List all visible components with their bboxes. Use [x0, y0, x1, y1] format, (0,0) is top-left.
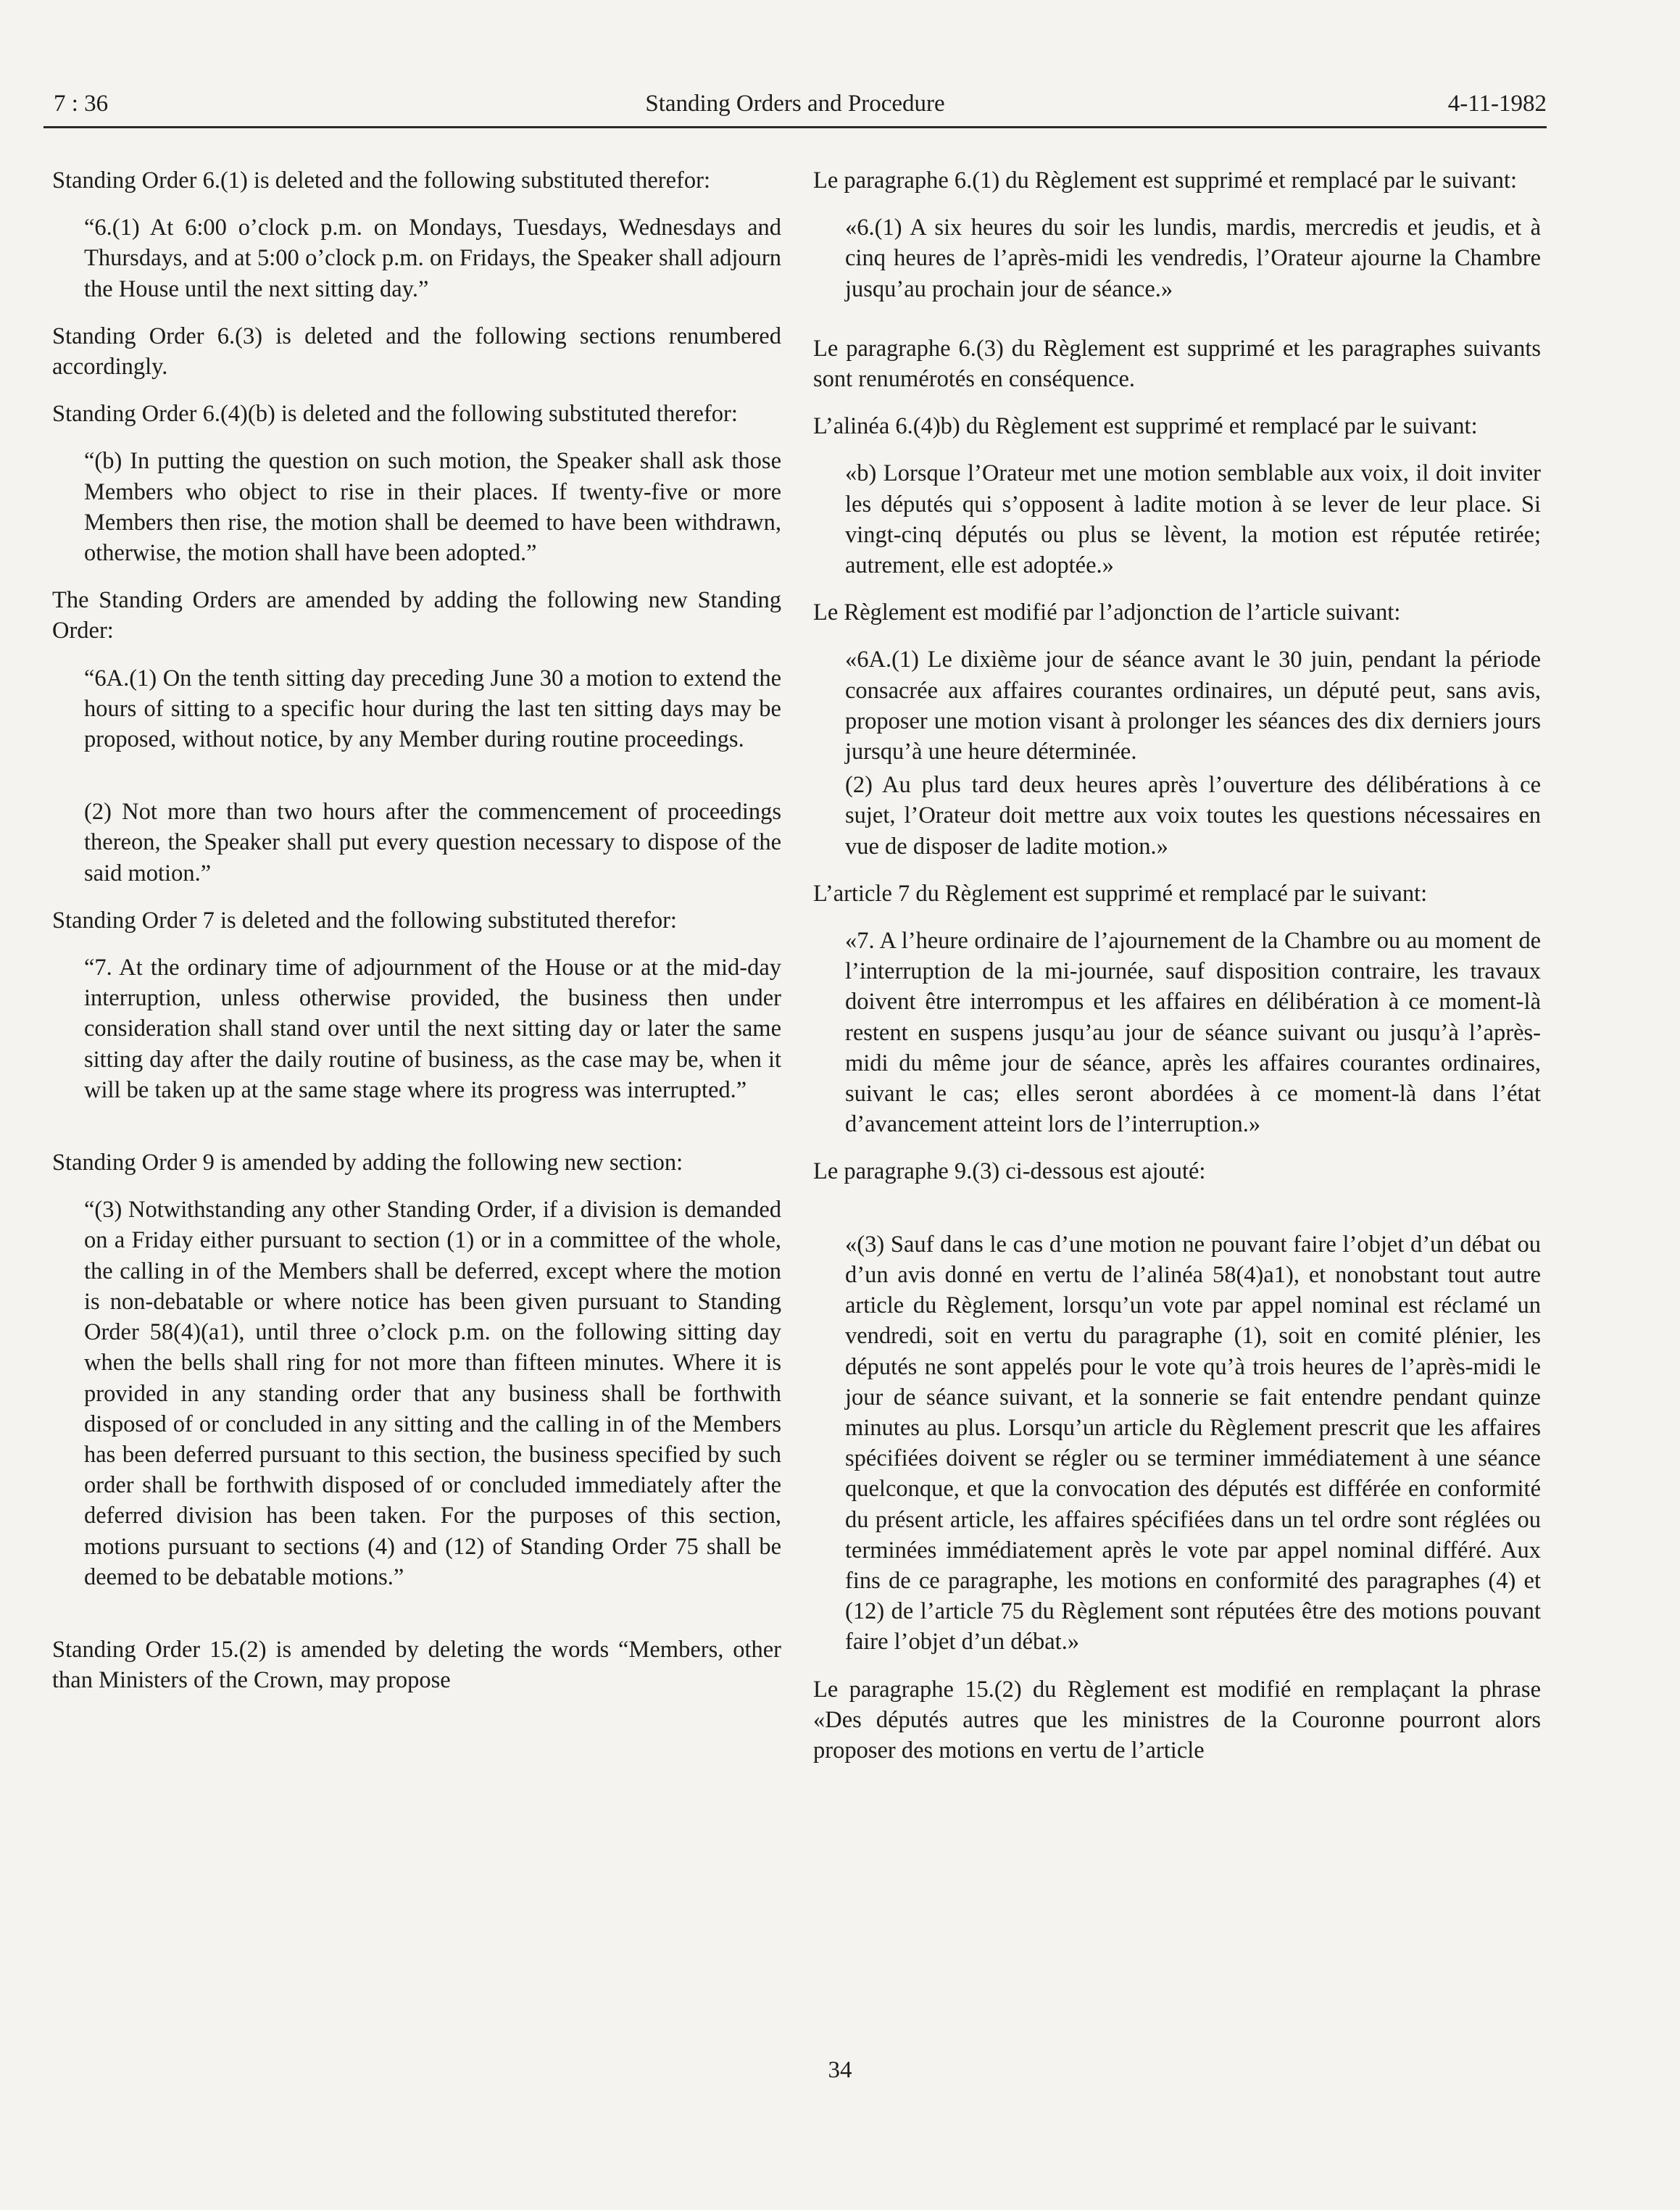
en-para-5: Standing Order 7 is deleted and the following substituted therefor: — [52, 907, 677, 934]
page-number: 34 — [828, 2057, 852, 2083]
en-quote-3: “6A.(1) On the tenth sitting day preceding June 30 a motion to extend the hours of sitting to a specific hour during the last ten sitting days may be proposed, without notice, by any Member during routine proceedings. — [84, 665, 781, 753]
fr-para-5: L’article 7 du Règlement est supprimé et remplacé par le suivant: — [813, 880, 1428, 907]
fr-quote-2: «b) Lorsque l’Orateur met une motion semblable aux voix, il doit inviter les députés qui s’opposent à ladite motion à se lever de leur place. Si vingt-cinq députés ou plus se lèvent, la motion est réputée retirée; autrement, elle est adoptée.» — [845, 460, 1541, 579]
english-column — [52, 165, 781, 1712]
en-quote-4: (2) Not more than two hours after the commencement of proceedings thereon, the Speaker shall put every question necessary to dispose of the said motion.” — [84, 799, 781, 886]
en-quote-5: “7. At the ordinary time of adjournment of the House or at the mid-day interruption, unless otherwise provided, the business then under consideration shall stand over until the next sitting day or later the same sitting day after the daily routine of business, as the case may be, when it will be taken up at the same stage where its progress was interrupted.” — [84, 955, 781, 1103]
french-column — [813, 165, 1541, 1782]
en-para-3: Standing Order 6.(4)(b) is deleted and the following substituted therefor: — [52, 401, 738, 428]
en-quote-6: “(3) Notwithstanding any other Standing Order, if a division is demanded on a Friday either pursuant to section (1) or in a committee of the whole, the calling in of the Members shall be deferred, except where the motion is non-debatable or where notice has been given pursuant to Standing Order 58(4)(a1), until three o’clock p.m. on the following sitting day when the bells shall ring for not more than fifteen minutes. Where it is provided in any standing order that any business shall be forthwith disposed of or concluded in any sitting and the calling in of the Members has been deferred pursuant to this section, the business specified by such order shall be forthwith disposed of or concluded immediately after the deferred division has been taken. For the purposes of this section, motions pursuant to sections (4) and (12) of Standing Order 75 shall be deemed to be debatable motions.” — [84, 1197, 781, 1590]
fr-quote-6: «(3) Sauf dans le cas d’une motion ne pouvant faire l’objet d’un débat ou d’un avis donné en vertu de l’alinéa 58(4)a1), et nonobstant tout autre article du Règlement, lorsqu’un vote par appel nominal est réclamé un vendredi, soit en vertu du paragraphe (1), soit en comité plénier, les députés ne sont appelés pour le vote qu’à trois heures de l’après-midi le jour de séance suivant, et la sonnerie se fait entendre pendant quinze minutes au plus. Lorsqu’un article du Règlement prescrit que les affaires spécifiées doivent se régler ou se terminer immédiatement à une séance quelconque, et que la convocation des députés est différée en conformité du présent article, les affaires spécifiées dans un tel ordre sont réglées ou terminées immédiatement après le vote par appel nominal différé. Aux fins de ce paragraphe, les motions en conformité des paragraphes (4) et (12) de l’article 75 du Règlement sont réputées être des motions pouvant faire l’objet d’un débat.» — [845, 1231, 1541, 1656]
fr-quote-4: (2) Au plus tard deux heures après l’ouverture des délibérations à ce sujet, l’Orateur doit mettre aux voix toutes les questions nécessaires en vue de disposer de ladite motion.» — [845, 772, 1541, 860]
fr-quote-1: «6.(1) A six heures du soir les lundis, mardis, mercredis et jeudis, et à cinq heures de l’après-midi les vendredis, l’Orateur ajourne la Chambre jusqu’au prochain jour de séance.» — [845, 215, 1541, 302]
running-title: Standing Orders and Procedure — [645, 91, 945, 117]
fr-para-7: Le paragraphe 15.(2) du Règlement est modifié en remplaçant la phrase «Des députés autres que les ministres de la Couronne pourront alors proposer des motions en vertu de l’article — [813, 1676, 1541, 1764]
fr-para-1: Le paragraphe 6.(1) du Règlement est supprimé et remplacé par le suivant: — [813, 167, 1518, 194]
fr-para-6: Le paragraphe 9.(3) ci-dessous est ajouté: — [813, 1158, 1206, 1185]
en-para-7: Standing Order 15.(2) is amended by deleting the words “Members, other than Ministers of the Crown, may propose — [52, 1636, 781, 1694]
fr-para-2: Le paragraphe 6.(3) du Règlement est supprimé et les paragraphes suivants sont renumérotés en conséquence. — [813, 335, 1541, 393]
fr-para-3: L’alinéa 6.(4)b) du Règlement est supprimé et remplacé par le suivant: — [813, 413, 1478, 440]
running-date: 4-11-1982 — [1447, 91, 1547, 117]
page-reference: 7 : 36 — [54, 91, 109, 117]
en-para-2: Standing Order 6.(3) is deleted and the following sections renumbered accordingly. — [52, 323, 781, 381]
en-para-4: The Standing Orders are amended by adding the following new Standing Order: — [52, 587, 781, 644]
running-head — [43, 86, 1547, 122]
en-para-1: Standing Order 6.(1) is deleted and the following substituted therefor: — [52, 167, 710, 194]
en-para-6: Standing Order 9 is amended by adding the following new section: — [52, 1150, 683, 1176]
fr-quote-3: «6A.(1) Le dixième jour de séance avant le 30 juin, pendant la période consacrée aux affaires courantes ordinaires, un député peut, sans avis, proposer une motion visant à prolonger les séances des dix derniers jours jursqu’à une heure déterminée. — [845, 647, 1541, 765]
fr-quote-5: «7. A l’heure ordinaire de l’ajournement de la Chambre ou au moment de l’interruption de la mi-journée, sauf disposition contraire, les travaux doivent être interrompus et les affaires en délibération à ce moment-là restent en suspens jusqu’au jour de séance suivant ou jusqu’à l’après-midi du même jour de séance, après les affaires courantes ordinaires, suivant le cas; elles seront abordées à ce moment-là dans l’état d’avancement atteint lors de l’interruption.» — [845, 928, 1541, 1138]
en-quote-1: “6.(1) At 6:00 o’clock p.m. on Mondays, Tuesdays, Wednesdays and Thursdays, and at 5:00 o’clock p.m. on Fridays, the Speaker shall adjourn the House until the next sitting day.” — [84, 215, 781, 302]
fr-para-4: Le Règlement est modifié par l’adjonction de l’article suivant: — [813, 599, 1401, 626]
en-quote-2: “(b) In putting the question on such motion, the Speaker shall ask those Members who object to rise in their places. If twenty-five or more Members then rise, the motion shall be deemed to have been withdrawn, otherwise, the motion shall have been adopted.” — [84, 448, 781, 567]
header-rule — [43, 126, 1547, 128]
